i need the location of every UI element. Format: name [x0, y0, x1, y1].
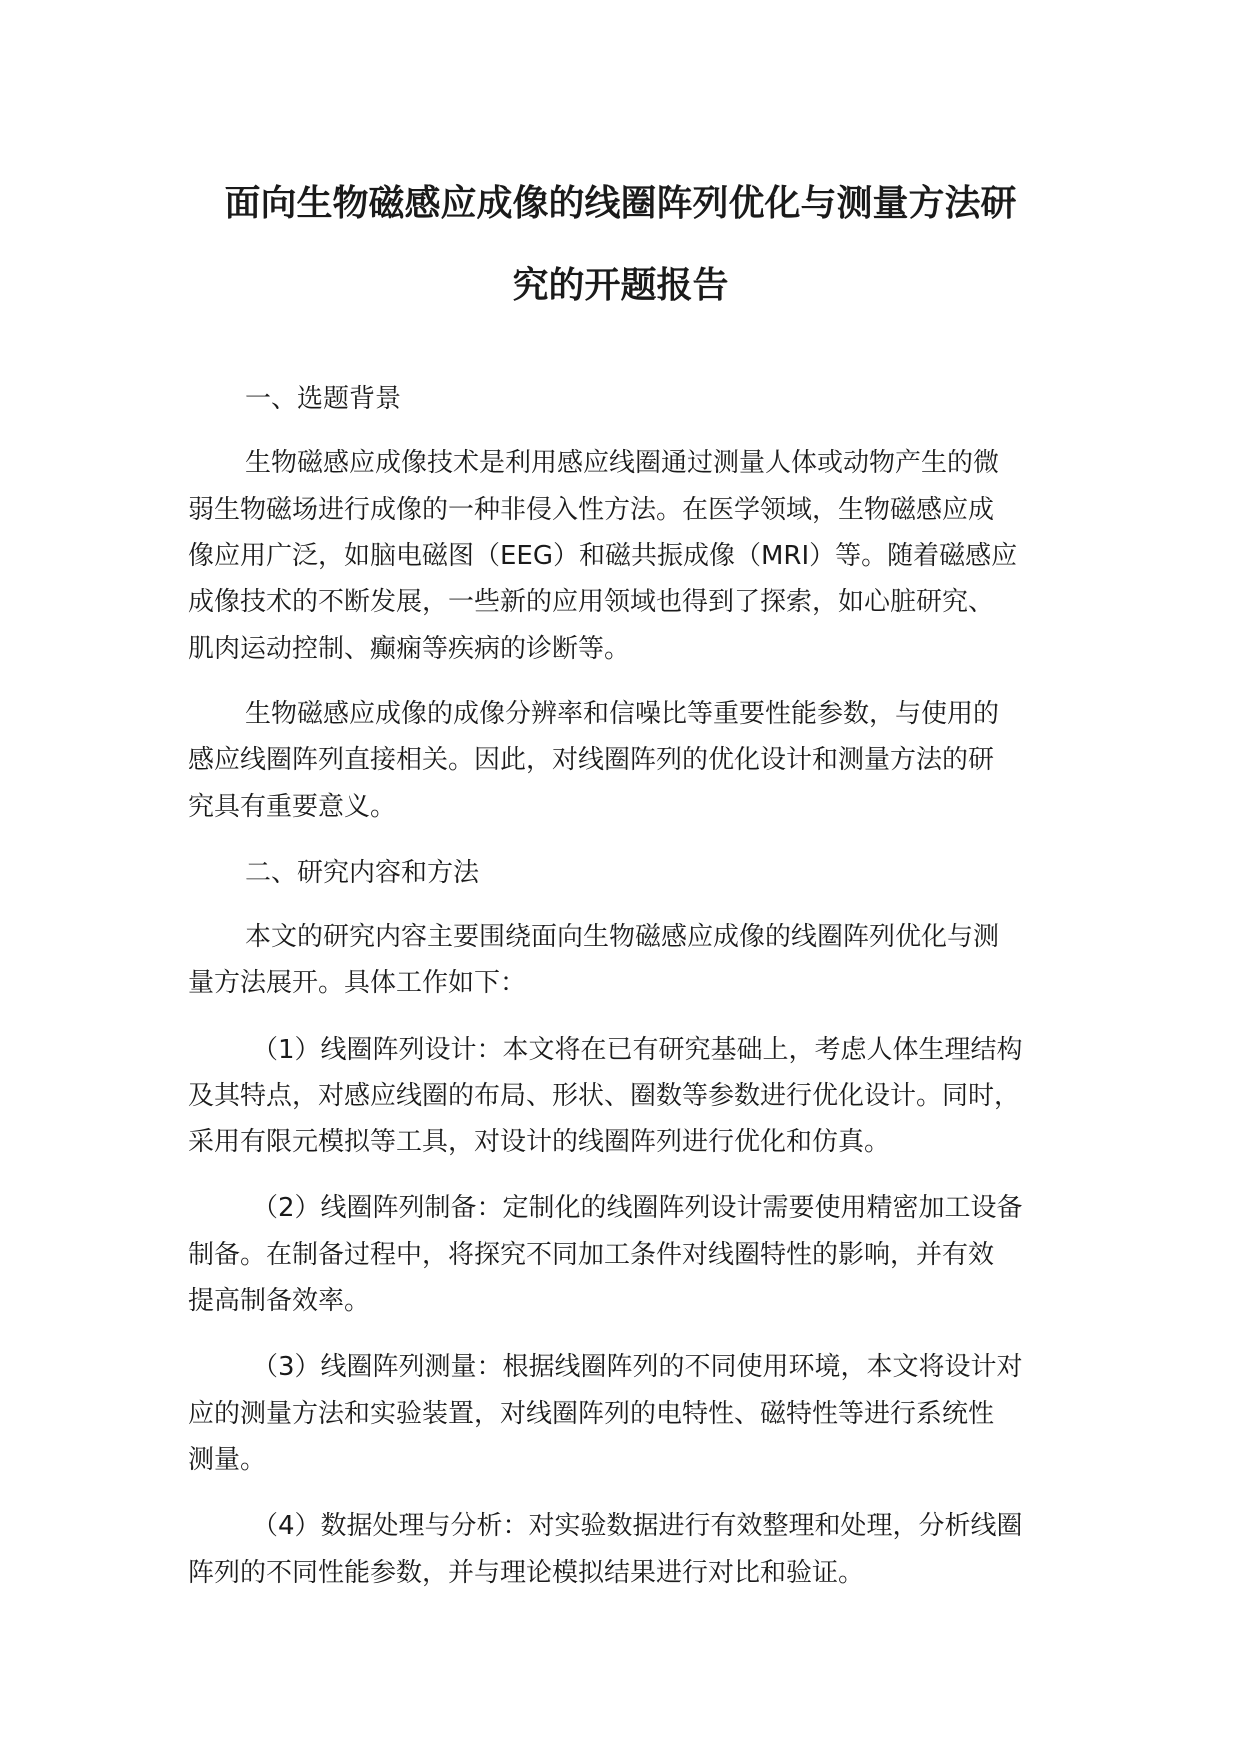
- list-item-line: 提高制备效率。: [188, 1286, 371, 1316]
- paragraph-line: 感应线圈阵列直接相关。因此，对线圈阵列的优化设计和测量方法的研: [188, 745, 995, 775]
- list-item-line: 应的测量方法和实验装置，对线圈阵列的电特性、磁特性等进行系统性: [188, 1399, 995, 1429]
- paragraph-line: 弱生物磁场进行成像的一种非侵入性方法。在医学领域，生物磁感应成: [188, 495, 995, 525]
- paragraph-line: 生物磁感应成像的成像分辨率和信噪比等重要性能参数，与使用的: [245, 699, 1000, 729]
- list-item-line: （1）线圈阵列设计：本文将在已有研究基础上，考虑人体生理结构: [252, 1035, 1023, 1065]
- list-item-line: 阵列的不同性能参数，并与理论模拟结果进行对比和验证。: [188, 1558, 865, 1588]
- list-item-line: （2）线圈阵列制备：定制化的线圈阵列设计需要使用精密加工设备: [252, 1193, 1023, 1223]
- list-item-line: （4）数据处理与分析：对实验数据进行有效整理和处理，分析线圈: [252, 1511, 1023, 1541]
- paragraph-line: 生物磁感应成像技术是利用感应线圈通过测量人体或动物产生的微: [245, 448, 1000, 478]
- list-item-line: （3）线圈阵列测量：根据线圈阵列的不同使用环境，本文将设计对: [252, 1352, 1023, 1382]
- list-item-line: 采用有限元模拟等工具，对设计的线圈阵列进行优化和仿真。: [188, 1127, 891, 1157]
- section-heading-methods: 二、研究内容和方法: [245, 858, 480, 888]
- paragraph-line: 究具有重要意义。: [188, 792, 397, 822]
- document-title-line-1: 面向生物磁感应成像的线圈阵列优化与测量方法研: [224, 183, 1017, 224]
- list-item-line: 制备。在制备过程中，将探究不同加工条件对线圈特性的影响，并有效: [188, 1240, 995, 1270]
- document-title-line-2: 究的开题报告: [512, 265, 729, 306]
- paragraph-line: 像应用广泛，如脑电磁图（EEG）和磁共振成像（MRI）等。随着磁感应: [188, 541, 1018, 571]
- list-item-line: 及其特点，对感应线圈的布局、形状、圈数等参数进行优化设计。同时，: [188, 1081, 1021, 1111]
- paragraph-line: 量方法展开。具体工作如下：: [188, 968, 527, 998]
- section-heading-background: 一、选题背景: [245, 384, 402, 414]
- paragraph-line: 本文的研究内容主要围绕面向生物磁感应成像的线圈阵列优化与测: [245, 922, 1000, 952]
- paragraph-line: 肌肉运动控制、癫痫等疾病的诊断等。: [188, 634, 631, 664]
- paragraph-line: 成像技术的不断发展，一些新的应用领域也得到了探索，如心脏研究、: [188, 587, 995, 617]
- list-item-line: 测量。: [188, 1445, 267, 1475]
